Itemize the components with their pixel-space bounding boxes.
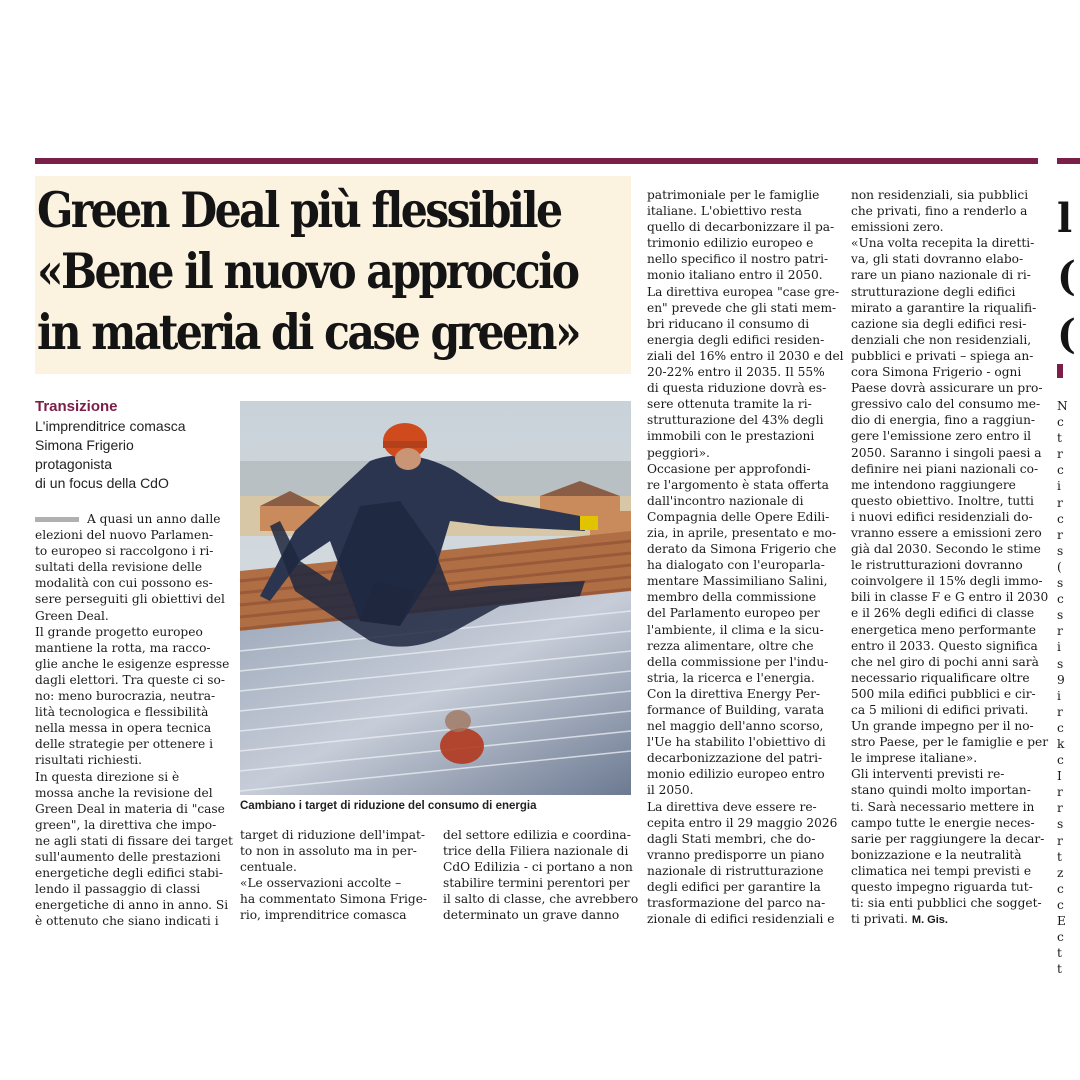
body-text-line: rio, imprenditrice comasca (240, 908, 407, 923)
author-signature: M. Gis. (911, 914, 948, 927)
body-text-line: patrimoniale per le famiglie (647, 188, 820, 202)
body-text-line: re l'argomento è stata offerta (647, 477, 829, 492)
body-text-line: ne agli stati di fissare dei target (35, 833, 233, 848)
body-text-line: il 2050. (647, 783, 694, 798)
body-text-line: bri riducano il consumo di (647, 316, 810, 331)
body-text-line: dagli Stati membri, che do- (647, 831, 816, 846)
adjacent-headline-letter: l (1057, 195, 1073, 242)
body-text-line: en" prevede che gli stati mem- (647, 300, 837, 315)
body-text-line: necessario riqualificare oltre (851, 670, 1030, 685)
body-text-line: sull'aumento delle prestazioni (35, 849, 221, 864)
body-text-line: In questa direzione si è (35, 769, 180, 784)
body-text-line: del settore edilizia e coordina- (443, 828, 631, 842)
body-text-line: ti: sia enti pubblici che sogget- (851, 896, 1042, 911)
adjacent-text-fragment: r (1057, 704, 1063, 719)
adjacent-text-fragment: r (1057, 527, 1063, 542)
body-text-line: glie anche le esigenze espresse (35, 656, 230, 671)
body-text-line: è ottenuto che siano indicati i (35, 914, 219, 929)
body-text-line: zia, in aprile, presentato e mo- (647, 525, 837, 540)
body-text-line: Green Deal. (35, 608, 109, 623)
body-text-line: denziali che non residenziali, (851, 332, 1032, 347)
body-text-line: della commissione per l'indu- (647, 654, 829, 669)
body-text-line: Green Deal in materia di "case (35, 801, 225, 816)
adjacent-text-fragment: ( (1057, 559, 1062, 574)
lead-dash (35, 517, 79, 522)
body-text-line: nella messa in opera tecnica (35, 721, 212, 736)
body-text-line: che nel giro di pochi anni sarà (851, 654, 1039, 669)
body-text-line: di questa riduzione dovrà es- (647, 381, 827, 396)
body-text-line: vranno essere a emissioni zero (851, 525, 1042, 540)
body-text-line: Compagnia delle Opere Edili- (647, 509, 830, 524)
body-text-line: vranno predisporre un piano (647, 847, 825, 862)
subheading (35, 417, 235, 493)
body-text-line: determinato un grave danno (443, 908, 620, 923)
body-text-line: l'Ue ha stabilito l'obiettivo di (647, 735, 826, 750)
adjacent-text-fragment: z (1057, 865, 1064, 880)
adjacent-text-fragment: s (1057, 817, 1064, 832)
kicker: Transizione (35, 398, 118, 415)
body-text-line: 2050. Saranno i singoli paesi a (851, 445, 1042, 460)
body-text-span: A quasi un anno dalle (87, 512, 221, 526)
body-text-line (851, 911, 1039, 927)
body-text-line: monio edilizio europeo entro (647, 767, 825, 782)
headline-line: in materia di case green» (37, 303, 579, 361)
body-text-line: stano quindi molto importan- (851, 783, 1031, 798)
body-text-line: stria, la ricerca e l'energia. (647, 670, 815, 685)
body-text-line: CdO Edilizia - ci portano a non (443, 860, 633, 875)
body-text-line: trasformazione del parco na- (647, 896, 826, 911)
body-text-line: del Parlamento europeo per (647, 606, 820, 621)
body-text-line: centuale. (240, 860, 297, 875)
body-text-line: to non in assoluto ma in per- (240, 844, 417, 859)
body-text-line: trimonio edilizio europeo e (647, 236, 814, 251)
body-text-line: gressivo calo del consumo me- (851, 397, 1041, 412)
adjacent-text-fragment: t (1057, 849, 1062, 864)
body-text-line: nel maggio dell'anno scorso, (647, 719, 824, 734)
body-text-line: dio di energia, fino a raggiun- (851, 413, 1036, 428)
body-text-line: immobili con le prestazioni (647, 429, 815, 444)
body-text-line: entro il 2033. Questo significa (851, 638, 1038, 653)
body-text-line: dagli elettori. Tra queste ci so- (35, 672, 225, 687)
body-text-line: to europeo si raccolgono i ri- (35, 544, 214, 559)
body-column-3 (443, 827, 639, 924)
top-rule (35, 158, 1038, 164)
body-column-4 (647, 187, 844, 927)
adjacent-text-fragment: r (1057, 495, 1063, 510)
body-text-line: lità tecnologica e flessibilità (35, 705, 209, 720)
adjacent-text-fragment: i (1057, 640, 1061, 655)
body-text-line: energetica meno performante (851, 622, 1037, 637)
body-text-line: ca 5 milioni di edifici privati. (851, 703, 1029, 717)
adjacent-headline-letter: ( (1057, 311, 1076, 358)
adjacent-kicker-mark (1057, 364, 1063, 378)
body-text-line: questo impegno riguarda tut- (851, 880, 1033, 895)
adjacent-text-fragment: s (1057, 656, 1064, 671)
body-text-line: ha dialogato con l'europarla- (647, 558, 825, 573)
body-text-line: energetiche degli edifici stabi- (35, 866, 224, 881)
subheading-line: protagonista (35, 456, 113, 472)
adjacent-text-fragment: I (1057, 769, 1062, 784)
adjacent-text-fragment: c (1057, 930, 1064, 945)
body-text-line: cepita entro il 29 maggio 2026 (647, 815, 838, 830)
body-text-line: trice della Filiera nazionale di (443, 844, 629, 859)
body-column-1 (35, 511, 233, 929)
body-text-line: ziali del 16% entro il 2030 e del (647, 348, 844, 363)
adjacent-text-fragment: c (1057, 415, 1064, 430)
body-text-line: stro Paese, per le famiglie e per (851, 735, 1049, 750)
adjacent-text-fragment: t (1057, 962, 1062, 977)
body-text-line: rezza alimentare, oltre che (647, 638, 814, 653)
body-text-line: Occasione per approfondi- (647, 461, 811, 476)
body-text-line: dall'incontro nazionale di (647, 493, 804, 508)
adjacent-text-fragment: i (1057, 479, 1061, 494)
body-text-line: l'ambiente, il clima e la sicu- (647, 622, 824, 637)
body-text-line: gere l'emissione zero entro il (851, 429, 1031, 444)
adjacent-text-fragment: c (1057, 592, 1064, 607)
worker-on-solar-roof-photo (240, 401, 631, 795)
body-text-line: 20-22% entro il 2035. Il 55% (647, 365, 825, 380)
body-text-line: La direttiva europea "case gre- (647, 284, 840, 299)
body-text-line: sarie per raggiungere la decar- (851, 831, 1045, 846)
body-text-line: rare un piano nazionale di ri- (851, 268, 1031, 283)
body-text-line: cazione sia degli edifici resi- (851, 316, 1027, 331)
body-text-line: Con la direttiva Energy Per- (647, 686, 821, 701)
adjacent-headline-letter: ( (1057, 253, 1076, 300)
headline-line: Green Deal più flessibile (37, 181, 561, 239)
body-text-line: i nuovi edifici residenziali do- (851, 509, 1033, 524)
adjacent-text-fragment: r (1057, 833, 1063, 848)
body-text-line: cora Simona Frigerio - ogni (851, 365, 1022, 380)
adjacent-text-fragment: 9 (1057, 672, 1065, 687)
body-text-line: nazionale di ristrutturazione (647, 863, 824, 878)
body-text-line: no: meno burocrazia, neutra- (35, 689, 216, 704)
adjacent-text-fragment: t (1057, 431, 1062, 446)
headline-line: «Bene il nuovo approccio (37, 242, 578, 300)
adjacent-article-fragment (1057, 190, 1080, 977)
adjacent-text-fragment: s (1057, 608, 1064, 623)
adjacent-text-fragment: c (1057, 511, 1064, 526)
body-text-line: energia degli edifici residen- (647, 332, 825, 347)
body-text-line: delle strategie per ottenere i (35, 737, 213, 752)
body-text-line: già dal 2030. Secondo le stime (851, 542, 1041, 557)
body-text-line: membro della commissione (647, 590, 817, 605)
subheading-line: Simona Frigerio (35, 437, 134, 453)
body-text-line: formance of Building, varata (647, 703, 825, 717)
body-text-line: climatica nei tempi previsti e (851, 863, 1032, 878)
body-text-line: questo obiettivo. Inoltre, tutti (851, 493, 1034, 508)
adjacent-text-fragment: E (1057, 914, 1066, 928)
body-text-line: le ristrutturazioni dovranno (851, 558, 1023, 573)
body-text-line: bili in classe F e G entro il 2030 (851, 590, 1049, 605)
body-text-line: sultati della revisione delle (35, 560, 203, 575)
headline (37, 180, 579, 363)
top-rule-adjacent (1057, 158, 1080, 164)
adjacent-text-fragment: s (1057, 576, 1064, 591)
body-text-line: e il 26% degli edifici di classe (851, 606, 1035, 621)
body-text-line: La direttiva deve essere re- (647, 799, 817, 814)
body-text-line: mirato a garantire la riqualifi- (851, 300, 1037, 315)
subheading-line: di un focus della CdO (35, 475, 169, 491)
subheading-line: L'imprenditrice comasca (35, 418, 186, 434)
body-text-line: le imprese italiane». (851, 751, 978, 766)
body-text-line: derato da Simona Frigerio che (647, 542, 837, 557)
adjacent-body-column (1057, 398, 1080, 977)
body-text-line: strutturazione del 43% degli (647, 413, 824, 428)
body-text-line: nello specifico il nostro patri- (647, 252, 829, 267)
adjacent-text-fragment: k (1057, 736, 1065, 751)
body-text-line: mossa anche la revisione del (35, 785, 213, 800)
adjacent-text-fragment: c (1057, 463, 1064, 478)
body-column-5 (851, 187, 1049, 927)
body-text-line: peggiori». (647, 445, 710, 460)
body-column-2 (240, 827, 428, 924)
body-text-line: strutturazione degli edifici (851, 284, 1016, 299)
body-text-line: target di riduzione dell'impat- (240, 828, 426, 842)
adjacent-text-fragment: c (1057, 897, 1064, 912)
body-text-line: mentare Massimiliano Salini, (647, 574, 828, 589)
body-text-line: «Le osservazioni accolte – (240, 876, 402, 891)
body-text-line: mantiene la rotta, ma racco- (35, 640, 211, 655)
body-text-line: italiane. L'obiettivo resta (647, 204, 802, 219)
adjacent-text-fragment: i (1057, 688, 1061, 703)
adjacent-text-fragment: c (1057, 720, 1064, 735)
body-text-line: elezioni del nuovo Parlamen- (35, 528, 214, 543)
body-text-line: me intendono raggiungere (851, 477, 1016, 492)
body-text-line: lendo il passaggio di classi (35, 882, 201, 897)
body-text-line: sere ottenuta tramite la ri- (647, 397, 812, 412)
body-text-line: degli edifici per garantire la (647, 880, 821, 895)
body-text-line: pubblici e privati – spiega an- (851, 348, 1034, 363)
adjacent-text-fragment: N (1057, 399, 1068, 413)
body-text-line (35, 511, 223, 527)
body-text-line: Gli interventi previsti re- (851, 767, 1005, 782)
body-text-line: bonizzazione e la neutralità (851, 847, 1022, 862)
adjacent-text-fragment: t (1057, 946, 1062, 961)
body-text-line: definire nei piani nazionali co- (851, 461, 1039, 476)
body-text-line: ha commentato Simona Frige- (240, 892, 428, 907)
body-text-line: monio italiano entro il 2050. (647, 268, 823, 283)
body-text-line: Il grande progetto europeo (35, 624, 203, 639)
adjacent-text-fragment: r (1057, 801, 1063, 816)
body-text-line: il salto di classe, che avrebbero (443, 892, 639, 907)
body-text-line: emissioni zero. (851, 220, 944, 235)
body-text-line: ti. Sarà necessario mettere in (851, 799, 1035, 814)
body-text-line: risultati richiesti. (35, 753, 142, 768)
body-text-line: sere perseguiti gli obiettivi del (35, 592, 225, 607)
body-text-line: stabilire termini perentori per (443, 876, 630, 891)
adjacent-text-fragment: r (1057, 624, 1063, 639)
body-text-line: zionale di edifici residenziali e (647, 912, 835, 927)
body-text-line: non residenziali, sia pubblici (851, 188, 1029, 202)
adjacent-text-fragment: s (1057, 543, 1064, 558)
body-text-line: decarbonizzazione del patri- (647, 751, 823, 766)
body-text-line: energetiche di anno in anno. Si (35, 898, 229, 913)
body-text-line: che privati, fino a renderlo a (851, 204, 1028, 219)
photo-caption: Cambiano i target di riduzione del consumo di energia (240, 800, 537, 812)
body-text-line: 500 mila edifici pubblici e cir- (851, 686, 1036, 701)
adjacent-text-fragment: r (1057, 785, 1063, 800)
body-text-line: Paese dovrà assicurare un pro- (851, 381, 1043, 396)
article-photo (240, 401, 631, 795)
body-text-line: green", la direttiva che impo- (35, 817, 217, 832)
body-text-span: ti privati. (851, 912, 909, 927)
body-text-line: modalità con cui possono es- (35, 576, 213, 591)
adjacent-text-fragment: r (1057, 447, 1063, 462)
body-text-line: Un grande impegno per il no- (851, 719, 1034, 734)
body-text-line: «Una volta recepita la diretti- (851, 236, 1035, 251)
body-text-line: quello di decarbonizzare il pa- (647, 220, 835, 235)
body-text-line: coinvolgere il 15% degli immo- (851, 574, 1043, 589)
body-text-line: va, gli stati dovranno elabo- (851, 252, 1024, 267)
adjacent-text-fragment: c (1057, 881, 1064, 896)
body-text-line: campo tutte le energie neces- (851, 815, 1035, 830)
adjacent-text-fragment: c (1057, 753, 1064, 768)
